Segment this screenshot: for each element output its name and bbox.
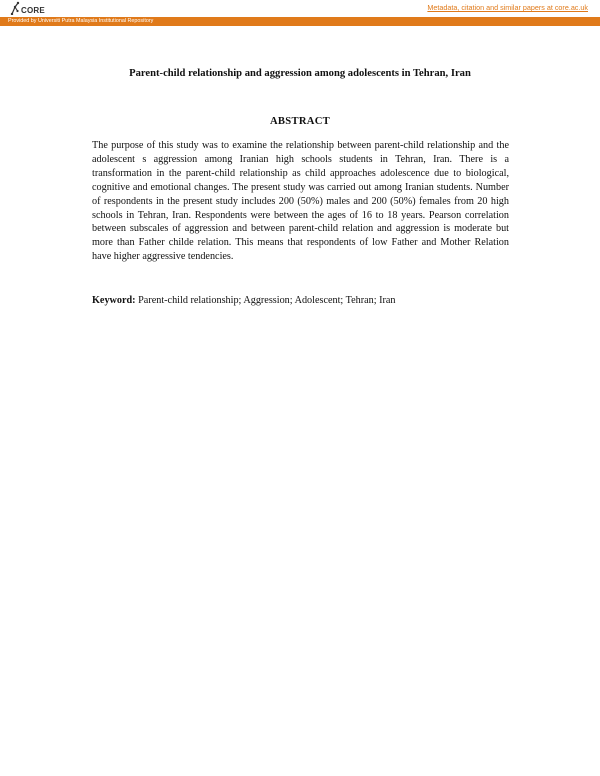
keywords-list: Parent-child relationship; Aggression; Adolescent; Tehran; Iran <box>138 295 396 306</box>
abstract-heading: ABSTRACT <box>269 116 331 127</box>
core-logo-icon <box>10 1 20 15</box>
keywords-label: Keyword: <box>92 295 136 306</box>
core-logo[interactable] <box>10 1 45 15</box>
core-provider-bar <box>0 17 600 26</box>
keywords-line <box>92 294 509 307</box>
abstract-body: The purpose of this study was to examine the relationship between parent-child relationship and the adolescent s aggression among Iranian high schools students in Tehran, Iran. There is a transformation in the parent-child relationship as child approaches adolescence due to biological, cognitive and emotional changes. The present study was carried out among Iranian students. Number of respondents in the present study includes 200 (50%) males and 200 (50%) females from 20 high schools in Tehran, Iran. Respondents were between the ages of 16 to 18 years. Pearson correlation between subscales of aggression and between parent-child relation and aggression is moderate but more than Father childe relation. This means that respondents of low Father and Mother Relation have higher aggressive tendencies. <box>92 140 509 263</box>
paper-title: Parent-child relationship and aggression among adolescents in Tehran, Iran <box>129 68 471 79</box>
core-logo-text: CORE <box>21 6 45 15</box>
provider-text: Provided by Universiti Putra Malaysia Institutional Repository <box>8 18 154 24</box>
core-banner <box>0 0 600 27</box>
core-metadata-link[interactable]: Metadata, citation and similar papers at core.ac.uk <box>427 3 588 12</box>
